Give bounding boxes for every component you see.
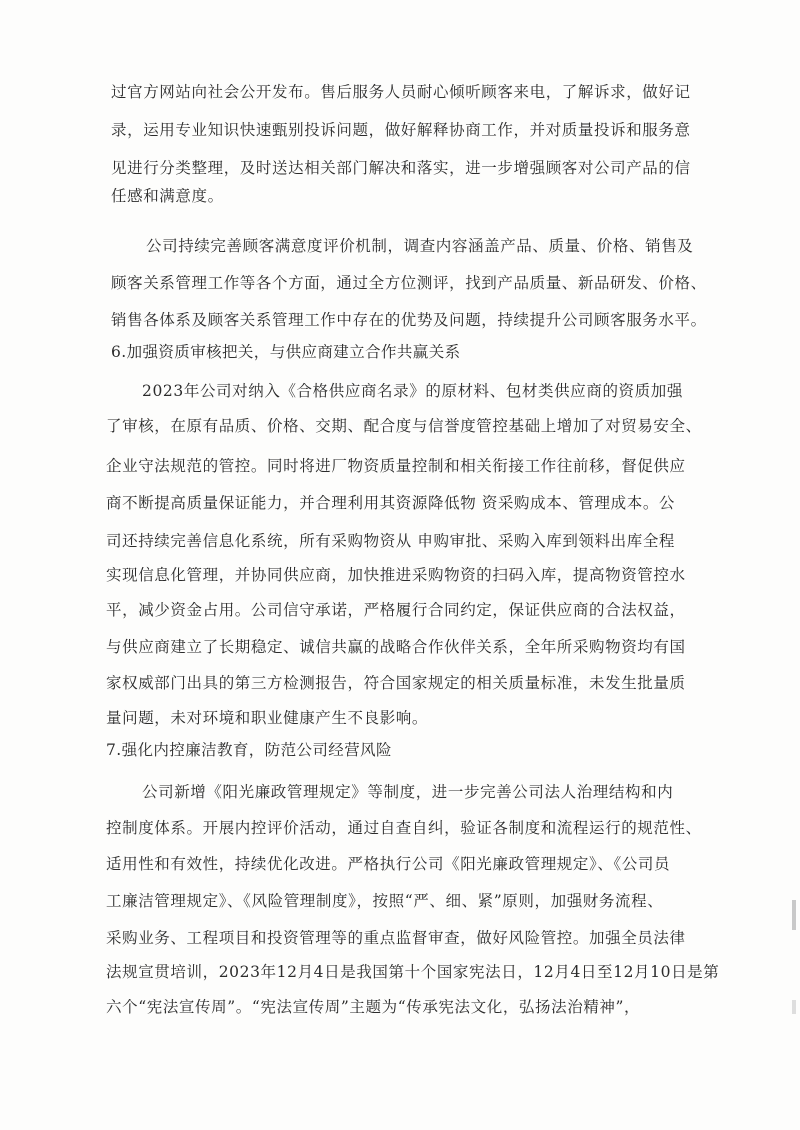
paragraph-4-line-5: 采购业务、工程项目和投资管理等的重点监督审查，做好风险管控。加强全员法律 bbox=[106, 929, 686, 947]
paragraph-4-line-1: 公司新增《阳光廉政管理规定》等制度，进一步完善公司法人治理结构和内 bbox=[142, 783, 674, 801]
paragraph-4-line-4: 工廉洁管理规定》、《风险管理制度》，按照“严、细、紧”原则，加强财务流程、 bbox=[106, 892, 664, 910]
paragraph-1-line-1: 过官方网站向社会公开发布。售后服务人员耐心倾听顾客来电，了解诉求，做好记 bbox=[111, 83, 691, 101]
paragraph-4-line-2: 控制度体系。开展内控评价活动，通过自查自纠，验证各制度和流程运行的规范性、 bbox=[106, 819, 702, 837]
paragraph-1-line-4: 任感和满意度。 bbox=[111, 187, 224, 205]
paragraph-3-line-3: 企业守法规范的管控。同时将进厂物资质量控制和相关衔接工作往前移，督促供应 bbox=[106, 457, 686, 475]
paragraph-4-line-7: 六个“宪法宣传周”。“宪法宣传周”主题为“传承宪法文化，弘扬法治精神”， bbox=[106, 998, 641, 1016]
paragraph-1-line-3: 见进行分类整理，及时送达相关部门解决和落实，进一步增强顾客对公司产品的信 bbox=[111, 159, 691, 177]
paragraph-2-line-1: 公司持续完善顾客满意度评价机制，调查内容涵盖产品、质量、价格、销售及 bbox=[146, 237, 694, 255]
scan-artifact bbox=[792, 1000, 796, 1014]
paragraph-3-line-10: 量问题，未对环境和职业健康产生不良影响。 bbox=[106, 709, 429, 727]
section-heading-7: 7.强化内控廉洁教育，防范公司经营风险 bbox=[106, 741, 392, 759]
paragraph-3-line-4: 商不断提高质量保证能力，并合理利用其资源降低物 资采购成本、管理成本。公 bbox=[106, 494, 676, 512]
paragraph-3-line-1: 2023年公司对纳入《合格供应商名录》的原材料、包材类供应商的资质加强 bbox=[142, 382, 683, 400]
paragraph-3-line-8: 与供应商建立了长期稳定、诚信共赢的战略合作伙伴关系，全年所采购物资均有国 bbox=[106, 638, 686, 656]
paragraph-4-line-3: 适用性和有效性，持续优化改进。严格执行公司《阳光廉政管理规定》、《公司员 bbox=[106, 855, 671, 873]
section-heading-6: 6.加强资质审核把关，与供应商建立合作共赢关系 bbox=[111, 343, 461, 361]
paragraph-3-line-6: 实现信息化管理，并协同供应商，加快推进采购物资的扫码入库，提高物资管控水 bbox=[106, 566, 686, 584]
paragraph-3-line-5: 司还持续完善信息化系统，所有采购物资从 申购审批、采购入库到领料出库全程 bbox=[106, 532, 676, 550]
paragraph-2-line-3: 销售各体系及顾客关系管理工作中存在的优势及问题，持续提升公司顾客服务水平。 bbox=[111, 311, 707, 329]
paragraph-2-line-2: 顾客关系管理工作等各个方面，通过全方位测评，找到产品质量、新品研发、价格、 bbox=[111, 274, 707, 292]
paragraph-3-line-2: 了审核，在原有品质、价格、交期、配合度与信誉度管控基础上增加了对贸易安全、 bbox=[106, 417, 702, 435]
paragraph-3-line-9: 家权威部门出具的第三方检测报告，符合国家规定的相关质量标准，未发生批量质 bbox=[106, 674, 686, 692]
paragraph-1-line-2: 录，运用专业知识快速甄别投诉问题，做好解释协商工作，并对质量投诉和服务意 bbox=[111, 121, 691, 139]
scan-artifact bbox=[792, 900, 796, 930]
paragraph-3-line-7: 平，减少资金占用。公司信守承诺，严格履行合同约定，保证供应商的合法权益， bbox=[106, 601, 686, 619]
paragraph-4-line-6: 法规宣贯培训，2023年12月4日是我国第十个国家宪法日，12月4日至12月10日是第 bbox=[106, 963, 720, 981]
